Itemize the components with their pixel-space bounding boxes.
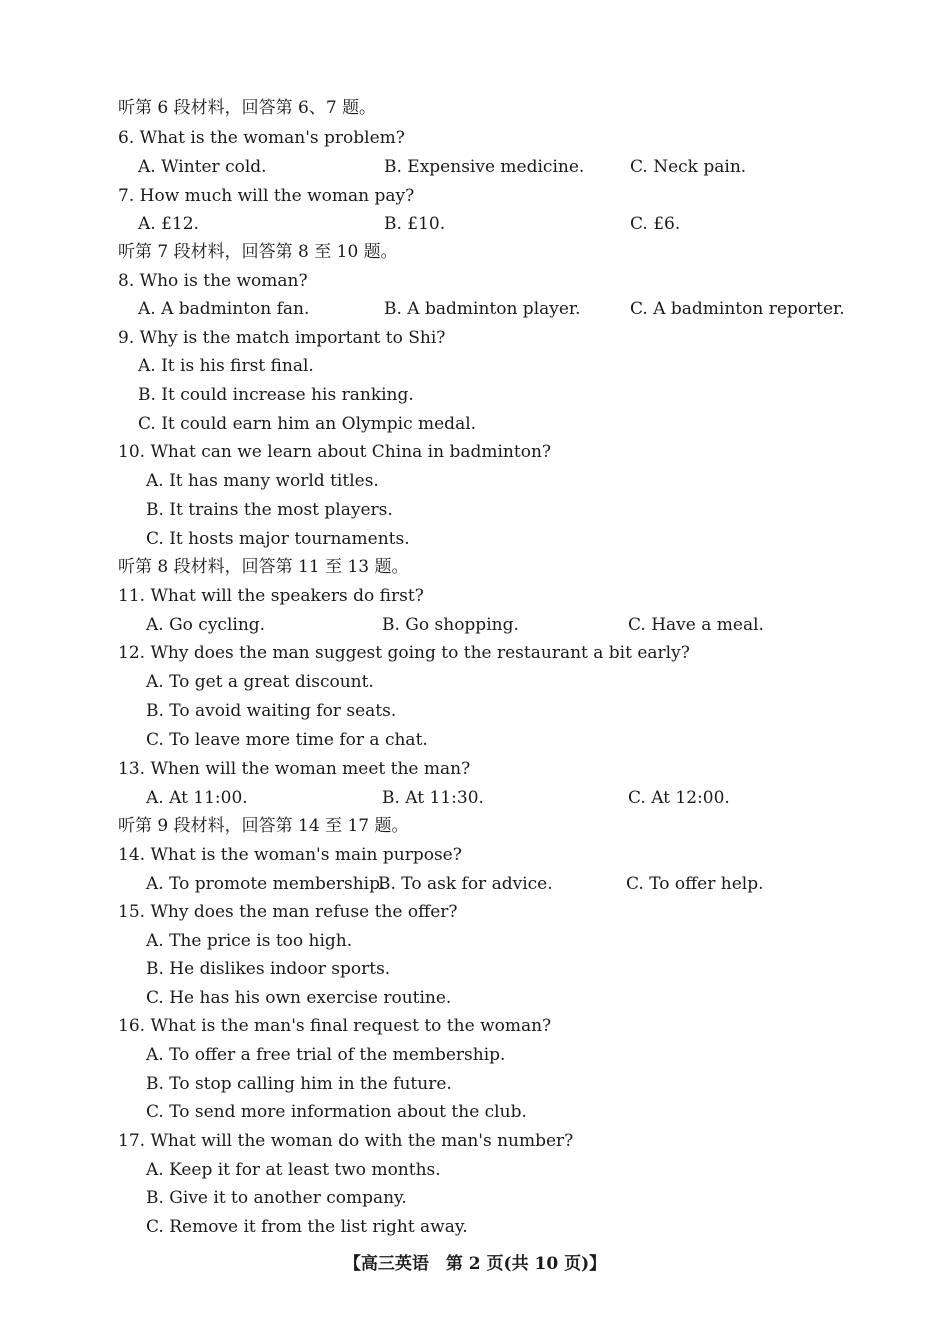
q10-option-a: A. It has many world titles. <box>146 471 379 491</box>
q10-option-b: B. It trains the most players. <box>146 500 393 520</box>
q17-option-c: C. Remove it from the list right away. <box>146 1217 468 1237</box>
section-heading: 听第 6 段材料，回答第 6、7 题。 <box>118 98 377 118</box>
question-7: 7. How much will the woman pay? <box>118 186 415 206</box>
q15-option-c: C. He has his own exercise routine. <box>146 988 452 1008</box>
q16-option-b: B. To stop calling him in the future. <box>146 1074 452 1094</box>
question-9: 9. Why is the match important to Shi? <box>118 328 446 348</box>
q14-option-c: C. To offer help. <box>626 874 764 894</box>
q12-option-c: C. To leave more time for a chat. <box>146 730 428 750</box>
q12-option-b: B. To avoid waiting for seats. <box>146 701 397 721</box>
question-10: 10. What can we learn about China in badminton? <box>118 442 552 462</box>
q11-option-a: A. Go cycling. <box>146 615 266 635</box>
q11-option-c: C. Have a meal. <box>628 615 764 635</box>
q9-option-c: C. It could earn him an Olympic medal. <box>138 414 477 434</box>
q9-option-b: B. It could increase his ranking. <box>138 385 414 405</box>
q8-option-b: B. A badminton player. <box>384 299 581 319</box>
q7-option-b: B. £10. <box>384 214 446 234</box>
q6-option-a: A. Winter cold. <box>138 157 267 177</box>
q10-option-c: C. It hosts major tournaments. <box>146 529 410 549</box>
q7-option-a: A. £12. <box>138 214 199 234</box>
question-12: 12. Why does the man suggest going to the restaurant a bit early? <box>118 643 690 663</box>
q17-option-b: B. Give it to another company. <box>146 1188 407 1208</box>
question-17: 17. What will the woman do with the man's number? <box>118 1131 574 1151</box>
q11-option-b: B. Go shopping. <box>382 615 519 635</box>
q8-option-a: A. A badminton fan. <box>138 299 310 319</box>
question-13: 13. When will the woman meet the man? <box>118 759 471 779</box>
section-heading: 听第 7 段材料，回答第 8 至 10 题。 <box>118 242 398 262</box>
q15-option-b: B. He dislikes indoor sports. <box>146 959 391 979</box>
question-8: 8. Who is the woman? <box>118 271 308 291</box>
question-11: 11. What will the speakers do first? <box>118 586 424 606</box>
q12-option-a: A. To get a great discount. <box>146 672 374 692</box>
q7-option-c: C. £6. <box>630 214 681 234</box>
section-heading: 听第 8 段材料，回答第 11 至 13 题。 <box>118 557 409 577</box>
q13-option-c: C. At 12:00. <box>628 788 730 808</box>
q6-option-c: C. Neck pain. <box>630 157 747 177</box>
question-6: 6. What is the woman's problem? <box>118 128 405 148</box>
q14-option-a: A. To promote membership. <box>146 874 386 894</box>
q9-option-a: A. It is his first final. <box>138 356 314 376</box>
page-footer: 【高三英语 第 2 页(共 10 页)】 <box>343 1254 607 1274</box>
q15-option-a: A. The price is too high. <box>146 931 353 951</box>
section-heading: 听第 9 段材料，回答第 14 至 17 题。 <box>118 816 409 836</box>
question-15: 15. Why does the man refuse the offer? <box>118 902 458 922</box>
q8-option-c: C. A badminton reporter. <box>630 299 845 319</box>
q6-option-b: B. Expensive medicine. <box>384 157 585 177</box>
question-16: 16. What is the man's final request to the woman? <box>118 1016 552 1036</box>
q16-option-c: C. To send more information about the club. <box>146 1102 527 1122</box>
q16-option-a: A. To offer a free trial of the membership. <box>146 1045 506 1065</box>
q13-option-b: B. At 11:30. <box>382 788 484 808</box>
q13-option-a: A. At 11:00. <box>146 788 248 808</box>
q14-option-b: B. To ask for advice. <box>378 874 553 894</box>
q17-option-a: A. Keep it for at least two months. <box>146 1160 441 1180</box>
question-14: 14. What is the woman's main purpose? <box>118 845 462 865</box>
